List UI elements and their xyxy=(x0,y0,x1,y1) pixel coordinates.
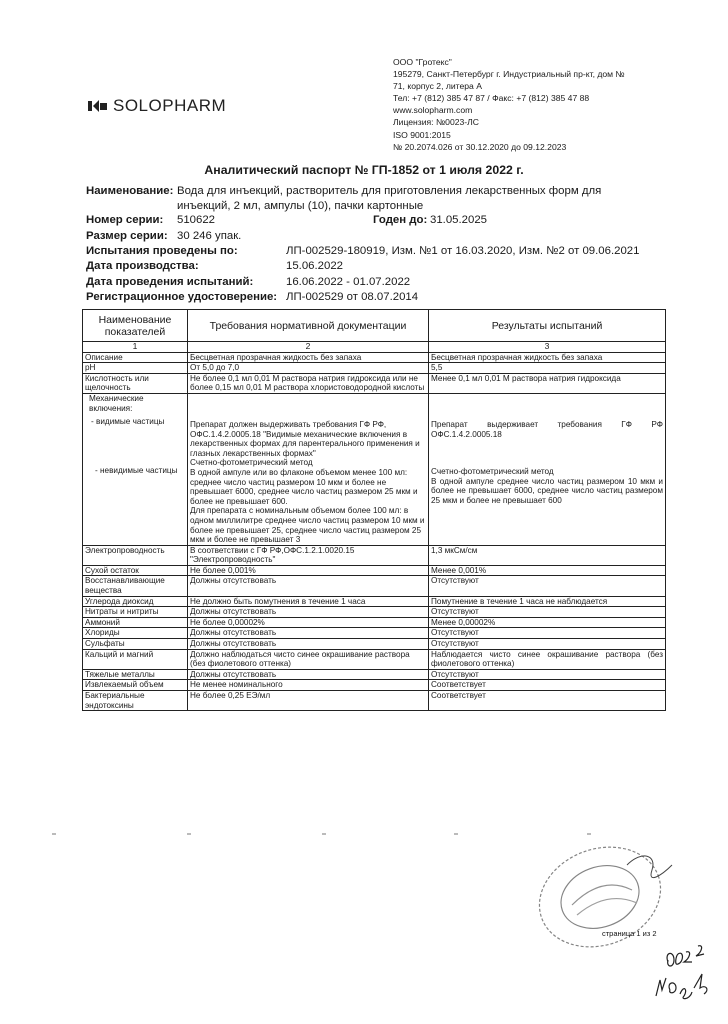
logo-text: SOLOPHARM xyxy=(113,96,227,115)
indicator-cell: Нитраты и нитриты xyxy=(83,607,188,618)
table-row xyxy=(83,576,666,596)
requirement-cell xyxy=(188,393,429,545)
indicator-cell: Хлориды xyxy=(83,628,188,639)
table-row xyxy=(83,669,666,680)
table-row xyxy=(83,680,666,691)
result-cell: 1,3 мкСм/см xyxy=(429,545,666,565)
page-caption: страница 1 из 2 xyxy=(602,929,657,938)
result-cell: Менее 0,1 мл 0,01 М раствора натрия гидроксида xyxy=(429,373,666,393)
requirement-cell: Должны отсутствовать xyxy=(188,669,429,680)
result-cell: Менее 0,00002% xyxy=(429,617,666,628)
company-line: Тел: +7 (812) 385 47 87 / Факс: +7 (812) 385 47 88 xyxy=(393,93,590,104)
indicator-cell: Извлекаемый объем xyxy=(83,680,188,691)
requirement-cell: Должны отсутствовать xyxy=(188,639,429,650)
indicator-cell: Восстанавливающие вещества xyxy=(83,576,188,596)
header-requirements: Требования нормативной документации xyxy=(188,310,429,342)
expiry-value: 31.05.2025 xyxy=(430,214,488,226)
invisible-requirement-method: Счетно-фотометрический метод xyxy=(190,458,313,468)
table-row xyxy=(83,352,666,363)
result-cell: Менее 0,001% xyxy=(429,565,666,576)
result-cell: Помутнение в течение 1 часа не наблюдается xyxy=(429,596,666,607)
result-cell: Наблюдается чисто синее окрашивание раствора (без фиолетового оттенка) xyxy=(429,649,666,669)
indicator-cell: Аммоний xyxy=(83,617,188,628)
company-line: 195279, Санкт-Петербург г. Индустриальный пр-кт, дом № xyxy=(393,69,625,80)
handwritten-signature xyxy=(650,940,720,1010)
indicator-cell: pH xyxy=(83,363,188,374)
requirement-cell: Не более 0,00002% xyxy=(188,617,429,628)
results-table xyxy=(82,309,666,711)
series-label: Номер серии: xyxy=(86,214,164,226)
result-cell: 5,5 xyxy=(429,363,666,374)
indicator-cell xyxy=(83,393,188,545)
table-row-mechanical xyxy=(83,393,666,545)
requirement-cell: Должны отсутствовать xyxy=(188,628,429,639)
invisible-requirement-large: Для препарата с номинальным объемом более 100 мл: в одном миллилитре среднее число частиц размером 10 мкм и более не превышает 25, среднее число частиц размером 25 мкм и более не превышает 3 xyxy=(190,506,425,545)
result-cell: Отсутствуют xyxy=(429,576,666,596)
result-cell: Соответствует xyxy=(429,691,666,711)
company-line: Лицензия: №0023-ЛС xyxy=(393,117,480,128)
requirement-cell: Не более 0,25 ЕЭ/мл xyxy=(188,691,429,711)
indicator-cell: Электропроводность xyxy=(83,545,188,565)
column-number: 3 xyxy=(429,342,666,353)
requirement-cell: Бесцветная прозрачная жидкость без запаха xyxy=(188,352,429,363)
registration-value: ЛП-002529 от 08.07.2014 xyxy=(286,291,419,303)
indicator-cell: Углерода диоксид xyxy=(83,596,188,607)
requirement-cell: В соответствии с ГФ РФ,ОФС.1.2.1.0020.15 "Электропроводность" xyxy=(188,545,429,565)
result-cell xyxy=(429,393,666,545)
table-row xyxy=(83,639,666,650)
requirement-cell: От 5,0 до 7,0 xyxy=(188,363,429,374)
indicator-cell: Бактериальные эндотоксины xyxy=(83,691,188,711)
invisible-requirement-ampule: В одной ампуле или во флаконе объемом менее 100 мл: среднее число частиц размером 10 мкм и более не превышает 6000, среднее число частиц размером 25 мкм и более не превышает 600. xyxy=(190,467,418,506)
invisible-result-method: Счетно-фотометрический метод xyxy=(431,467,554,477)
production-date-label: Дата производства: xyxy=(86,260,199,272)
registration-label: Регистрационное удостоверение: xyxy=(86,291,278,303)
company-line: № 20.2074.026 от 30.12.2020 до 09.12.2023 xyxy=(393,141,567,152)
indicator-cell: Кислотность или щелочность xyxy=(83,373,188,393)
production-date-value: 15.06.2022 xyxy=(286,260,344,272)
document-title: Аналитический паспорт № ГП-1852 от 1 июля 2022 г. xyxy=(204,163,524,177)
header-indicator: Наименование показателей xyxy=(83,310,188,342)
series-value: 510622 xyxy=(177,214,216,226)
visible-requirement: Препарат должен выдерживать требования ГФ РФ, ОФС.1.4.2.0005.18 "Видимые механические включения в лекарственных формах для парентерального применения и глазных лекарственных формах" xyxy=(190,419,420,458)
requirement-cell: Не должно быть помутнения в течение 1 часа xyxy=(188,596,429,607)
requirement-cell: Должно наблюдаться чисто синее окрашивание раствора (без фиолетового оттенка) xyxy=(188,649,429,669)
table-row xyxy=(83,628,666,639)
stamp-seal-icon xyxy=(532,845,692,955)
table-row xyxy=(83,617,666,628)
result-cell: Соответствует xyxy=(429,680,666,691)
requirement-cell: Должны отсутствовать xyxy=(188,576,429,596)
name-value-2: инъекций, 2 мл, ампулы (10), пачки картонные xyxy=(177,200,424,212)
indicator-cell: Сухой остаток xyxy=(83,565,188,576)
table-row xyxy=(83,691,666,711)
test-date-label: Дата проведения испытаний: xyxy=(86,276,254,288)
result-cell: Отсутствуют xyxy=(429,607,666,618)
indicator-cell: Кальций и магний xyxy=(83,649,188,669)
test-date-value: 16.06.2022 - 01.07.2022 xyxy=(286,276,411,288)
table-row xyxy=(83,649,666,669)
requirement-cell: Не более 0,001% xyxy=(188,565,429,576)
requirement-cell: Не менее номинального xyxy=(188,680,429,691)
requirement-cell: Не более 0,1 мл 0,01 М раствора натрия гидроксида или не более 0,15 мл 0,01 М раствора хлористоводородной кислоты xyxy=(188,373,429,393)
table-row xyxy=(83,596,666,607)
company-line: ISO 9001:2015 xyxy=(393,129,451,140)
company-line: 71, корпус 2, литера А xyxy=(393,81,482,92)
result-cell: Отсутствуют xyxy=(429,639,666,650)
table-numbers-row xyxy=(83,342,666,353)
visible-result: Препарат выдерживает требования ГФ РФ ОФС.1.4.2.0005.18 xyxy=(431,419,663,439)
invisible-particles-label: - невидимые частицы xyxy=(95,465,178,475)
column-number: 1 xyxy=(83,342,188,353)
indicator-cell: Сульфаты xyxy=(83,639,188,650)
result-cell: Отсутствуют xyxy=(429,669,666,680)
table-row xyxy=(83,607,666,618)
result-cell: Бесцветная прозрачная жидкость без запаха xyxy=(429,352,666,363)
table-row xyxy=(83,545,666,565)
name-value-1: Вода для инъекций, растворитель для приготовления лекарственных форм для xyxy=(177,185,602,197)
result-cell: Отсутствуют xyxy=(429,628,666,639)
column-number: 2 xyxy=(188,342,429,353)
table-row xyxy=(83,565,666,576)
requirement-cell: Должны отсутствовать xyxy=(188,607,429,618)
scan-marks xyxy=(52,832,712,836)
header-results: Результаты испытаний xyxy=(429,310,666,342)
tests-label: Испытания проведены по: xyxy=(86,245,238,257)
invisible-result-value: В одной ампуле среднее число частиц размером 10 мкм и более не превышает 6000, среднее число частиц размером 25 мкм и более не превышает 600 xyxy=(431,476,663,505)
indicator-cell: Тяжелые металлы xyxy=(83,669,188,680)
size-label: Размер серии: xyxy=(86,230,168,242)
table-row xyxy=(83,363,666,374)
tests-value: ЛП-002529-180919, Изм. №1 от 16.03.2020, Изм. №2 от 09.06.2021 xyxy=(286,245,640,257)
table-row xyxy=(83,373,666,393)
table-header-row xyxy=(83,310,666,342)
visible-particles-label: - видимые частицы xyxy=(91,417,165,427)
company-line: www.solopharm.com xyxy=(393,105,473,116)
name-label: Наименование: xyxy=(86,185,174,197)
indicator-cell: Описание xyxy=(83,352,188,363)
size-value: 30 246 упак. xyxy=(177,230,242,242)
expiry-label: Годен до: xyxy=(373,214,428,226)
info-block xyxy=(0,0,728,310)
company-line: ООО "Гротекс" xyxy=(393,57,452,67)
mechanical-label: Механические включения: xyxy=(89,393,144,413)
